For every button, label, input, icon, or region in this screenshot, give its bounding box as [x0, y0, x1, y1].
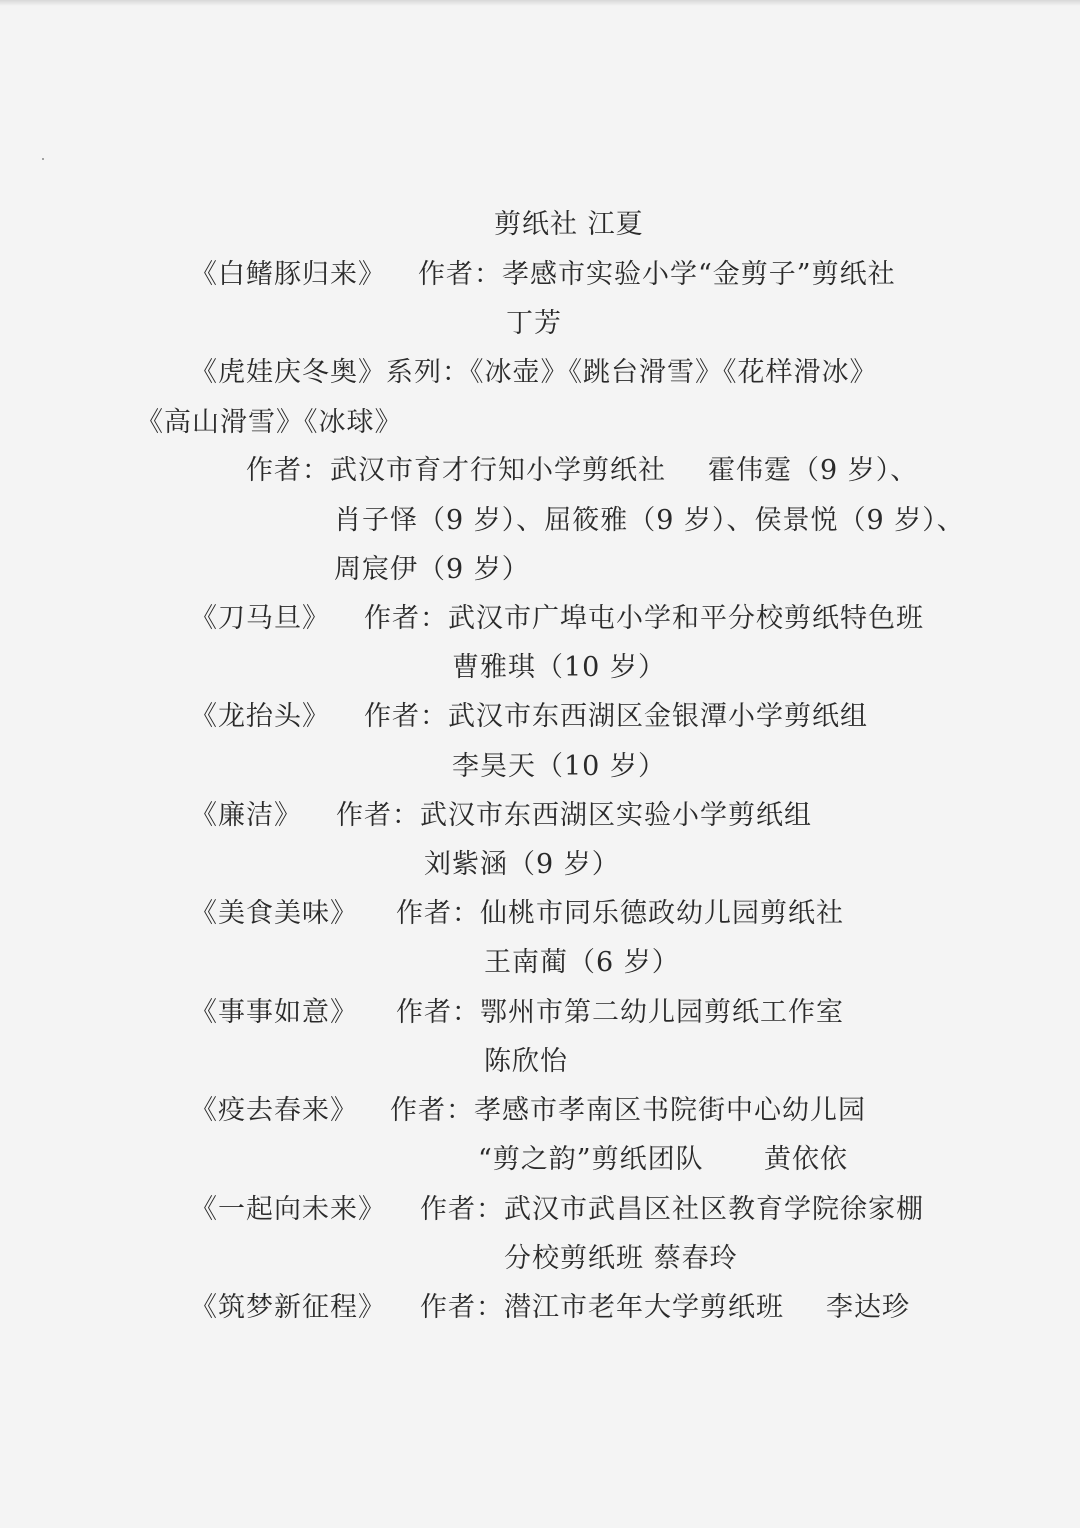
author-name-lidazhen: 李达珍 — [826, 1292, 910, 1323]
author-name-liuzihan: 刘紫涵（9 岁） — [424, 849, 620, 880]
work-title-shishiruyi: 《事事如意》 — [190, 997, 358, 1028]
work-title-longtaitou: 《龙抬头》 — [190, 701, 330, 732]
work-title-lianjie: 《廉洁》 — [190, 800, 302, 831]
author-team-jianzhiyun: “剪之韵”剪纸团队 — [478, 1144, 704, 1175]
author-line-zhumengxinzhengcheng: 作者：潜江市老年大学剪纸班 — [420, 1292, 784, 1323]
work-title-baiqitun: 《白鳍豚归来》 — [190, 259, 386, 290]
author-name-huangyiyi: 黄依依 — [764, 1144, 848, 1175]
work-title-yiqixiangweilai: 《一起向未来》 — [190, 1194, 386, 1225]
author-name-lihaotian: 李昊天（10 岁） — [452, 751, 666, 782]
work-title-yiquchunlai: 《疫去春来》 — [190, 1095, 358, 1126]
work-title-daomadan: 《刀马旦》 — [190, 603, 330, 634]
author-line-baiqitun: 作者：孝感市实验小学“金剪子”剪纸社 — [418, 259, 896, 290]
scan-top-edge — [0, 0, 1080, 6]
text-line-1: 剪纸社 江夏 — [494, 209, 644, 240]
author-line-huwa: 作者：武汉市育才行知小学剪纸社 — [246, 455, 666, 486]
author-name-chenxinyi: 陈欣怡 — [484, 1046, 568, 1077]
author-line-longtaitou: 作者：武汉市东西湖区金银潭小学剪纸组 — [364, 701, 868, 732]
scan-speck — [42, 158, 44, 160]
author-line-yiqixiangweilai: 作者：武汉市武昌区社区教育学院徐家棚 — [420, 1194, 924, 1225]
work-title-zhumengxinzhengcheng: 《筑梦新征程》 — [190, 1292, 386, 1323]
author-name-wangnanlin: 王南蔺（6 岁） — [484, 947, 680, 978]
author-line-meishimeiwei: 作者：仙桃市同乐德政幼儿园剪纸社 — [396, 898, 844, 929]
author-name-caichunling: 分校剪纸班 蔡春玲 — [504, 1243, 738, 1274]
author-name-huoweiting: 霍伟霆（9 岁）、 — [708, 455, 919, 486]
work-title-meishimeiwei: 《美食美味》 — [190, 898, 358, 929]
work-title-huwa-series-cont: 《高山滑雪》《冰球》 — [136, 407, 403, 438]
author-name-caoyaqi: 曹雅琪（10 岁） — [452, 652, 666, 683]
author-line-lianjie: 作者：武汉市东西湖区实验小学剪纸组 — [336, 800, 812, 831]
author-line-daomadan: 作者：武汉市广埠屯小学和平分校剪纸特色班 — [364, 603, 924, 634]
author-names-huwa-3: 周宸伊（9 岁） — [334, 554, 530, 585]
work-title-huwa-series: 《虎娃庆冬奥》系列：《冰壶》《跳台滑雪》《花样滑冰》 — [190, 357, 878, 388]
author-line-shishiruyi: 作者：鄂州市第二幼儿园剪纸工作室 — [396, 997, 844, 1028]
author-name-dingfang: 丁芳 — [506, 308, 562, 339]
author-line-yiquchunlai: 作者：孝感市孝南区书院街中心幼儿园 — [390, 1095, 866, 1126]
author-names-huwa-2: 肖子怿（9 岁）、屈筱雅（9 岁）、侯景悦（9 岁）、 — [334, 505, 965, 536]
